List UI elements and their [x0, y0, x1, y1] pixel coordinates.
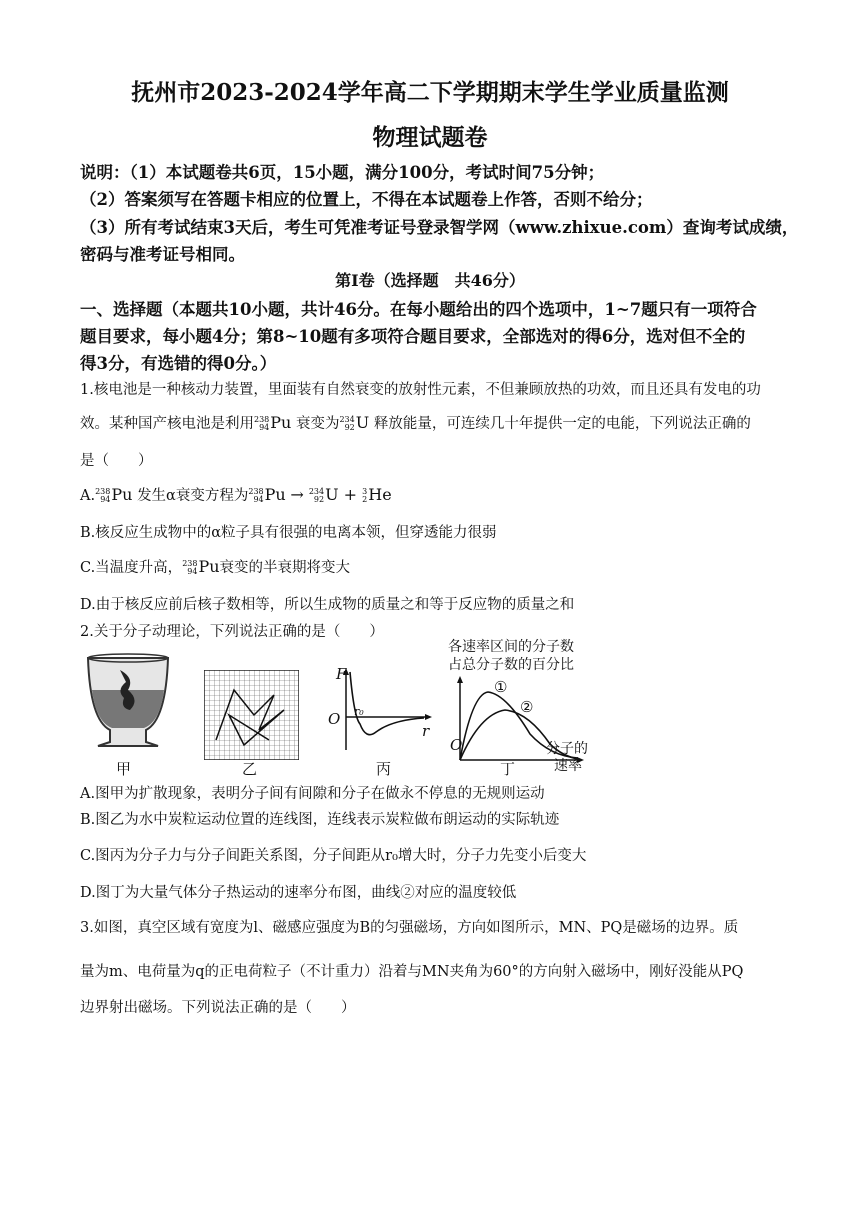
q3-line-3: 边界射出磁场。下列说法正确的是（ ） [80, 1000, 356, 1016]
ding-xlabel-2: 速率 [554, 758, 582, 774]
q1-option-d: D.由于核反应前后核子数相等，所以生成物的质量之和等于反应物的质量之和 [80, 597, 575, 613]
q2-option-d: D.图丁为大量气体分子热运动的速率分布图，曲线②对应的温度较低 [80, 885, 517, 901]
note-2: （2）答案须写在答题卡相应的位置上，不得在本试题卷上作答，否则不给分； [80, 190, 653, 209]
fig-label-jia: 甲 [116, 760, 132, 778]
ding-ylabel-1: 各速率区间的分子数 [448, 639, 574, 655]
q1-line-2 [80, 412, 785, 433]
fig-label-bing: 丙 [376, 760, 392, 778]
ding-o-label: O [450, 736, 463, 754]
part-intro-1: 一、选择题（本题共10小题，共计46分。在每小题给出的四个选项中，1~7题只有一项符合 [80, 300, 757, 319]
fig-label-yi: 乙 [242, 760, 258, 778]
beaker-diffusion-figure [80, 650, 175, 755]
nuclide-u: 234 92U [339, 413, 370, 432]
exam-title: 抚州市2023-2024学年高二下学期期末学生学业质量监测 [131, 79, 729, 106]
curve-2-label: ② [520, 698, 534, 716]
q3-line-1: 3.如图，真空区域有宽度为l、磁感应强度为B的匀强磁场，方向如图所示，MN、PQ是磁场的边界。质 [80, 920, 739, 936]
note-4: 密码与准考证号相同。 [80, 245, 245, 264]
axis-r-label: r [422, 722, 430, 740]
q2-stem: 2.关于分子动理论，下列说法正确的是（ ） [80, 624, 384, 640]
q2-option-b: B.图乙为水中炭粒运动位置的连线图，连线表示炭粒做布朗运动的实际轨迹 [80, 812, 560, 828]
q1-option-a: A.238 94Pu 发生α衰变方程为238 94Pu → 234 92U + 3 2He [80, 485, 392, 504]
brownian-grid-figure [204, 670, 299, 760]
nuclide-pu: 238 94Pu [254, 413, 292, 432]
exam-subtitle: 物理试题卷 [372, 124, 488, 151]
fig-label-ding: 丁 [500, 760, 516, 778]
axis-f-label: F [336, 665, 347, 683]
part-intro-3: 得3分，有选错的得0分。） [80, 354, 277, 373]
note-3: （3）所有考试结束3天后，考生可凭准考证号登录智学网（www.zhixue.com）查询考试成绩， [80, 218, 799, 237]
q2-figures [80, 640, 780, 780]
q1-option-c: C.当温度升高，238 94Pu衰变的半衰期将变大 [80, 557, 351, 576]
axis-o-label: O [328, 710, 341, 728]
section-title: 第Ⅰ卷（选择题 共46分） [335, 271, 525, 290]
ding-xlabel-1: 分子的 [546, 741, 588, 757]
q1-text: 衰变为 [295, 416, 340, 432]
q1-option-b: B.核反应生成物中的α粒子具有很强的电离本领，但穿透能力很弱 [80, 525, 497, 541]
part-intro-2: 题目要求，每小题4分；第8~10题有多项符合题目要求，全部选对的得6分，选对但不全的 [80, 327, 746, 346]
q1-text: 效。某种国产核电池是利用 [80, 416, 254, 432]
note-1: 说明：（1）本试题卷共6页，15小题，满分100分，考试时间75分钟； [80, 163, 605, 182]
q1-line-1: 1.核电池是一种核动力装置，里面装有自然衰变的放射性元素，不但兼顾放热的功效，而且还具有发电的功 [80, 382, 761, 398]
q1-line-3: 是（ ） [80, 453, 153, 469]
q2-option-c: C.图丙为分子力与分子间距关系图，分子间距从r₀增大时，分子力先变小后变大 [80, 848, 587, 864]
ding-ylabel-2: 占总分子数的百分比 [448, 657, 574, 673]
q2-option-a: A.图甲为扩散现象，表明分子间有间隙和分子在做永不停息的无规则运动 [80, 786, 545, 802]
q1-text: 释放能量，可连续几十年提供一定的电能，下列说法正确的 [373, 416, 751, 432]
r0-label: r₀ [354, 705, 364, 718]
curve-1-label: ① [494, 678, 508, 696]
q3-line-2: 量为m、电荷量为q的正电荷粒子（不计重力）沿着与MN夹角为60°的方向射入磁场中，刚好没能从PQ [80, 964, 744, 980]
